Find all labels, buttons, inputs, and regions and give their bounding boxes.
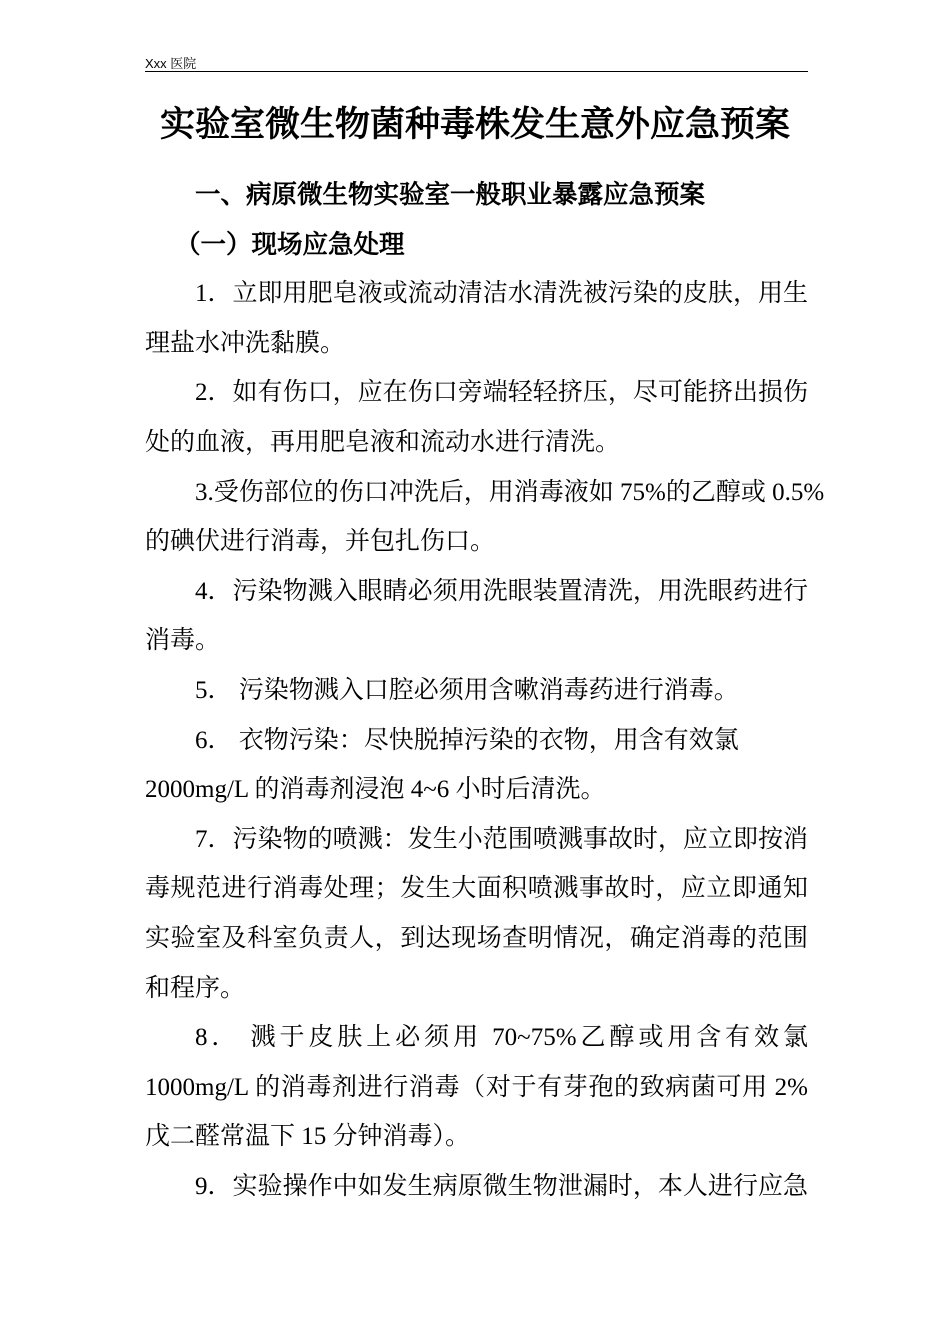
list-item-7	[145, 815, 808, 1013]
subsection-heading: （一）现场应急处理	[175, 229, 405, 259]
paragraph-line: 8． 溅于皮肤上必须用 70~75%乙醇或用含有效氯	[195, 1024, 808, 1052]
paragraph-line: 毒规范进行消毒处理；发生大面积喷溅事故时，应立即通知	[145, 875, 808, 903]
paragraph-line: 5． 污染物溅入口腔必须用含嗽消毒药进行消毒。	[195, 676, 739, 704]
list-item-4	[145, 567, 808, 666]
paragraph-line: 1000mg/L 的消毒剂进行消毒（对于有芽孢的致病菌可用 2%	[145, 1073, 808, 1101]
list-item-3	[145, 468, 825, 567]
page-header	[145, 56, 808, 72]
list-item-8	[145, 1013, 808, 1162]
paragraph-line: 1．立即用肥皂液或流动清洁水清洗被污染的皮肤，用生	[195, 280, 808, 308]
document-body	[145, 170, 825, 1211]
paragraph-line: 3.受伤部位的伤口冲洗后，用消毒液如 75%的乙醇或 0.5%	[195, 478, 825, 506]
paragraph-line: 处的血液，再用肥皂液和流动水进行清洗。	[145, 428, 621, 456]
list-item-2	[145, 368, 808, 467]
paragraph-line: 和程序。	[145, 974, 246, 1002]
paragraph-line: 的碘伏进行消毒，并包扎伤口。	[145, 528, 496, 556]
paragraph-line: 6． 衣物污染：尽快脱掉污染的衣物，用含有效氯	[195, 726, 739, 754]
paragraph-line: 9．实验操作中如发生病原微生物泄漏时，本人进行应急	[195, 1172, 808, 1200]
paragraph-line: 2000mg/L 的消毒剂浸泡 4~6 小时后清洗。	[145, 776, 606, 804]
header-org-name: Xxx 医院	[145, 56, 197, 71]
paragraph-line: 理盐水冲洗黏膜。	[145, 329, 346, 357]
section-heading: 一、病原微生物实验室一般职业暴露应急预案	[195, 180, 706, 209]
document-title: 实验室微生物菌种毒株发生意外应急预案	[159, 105, 790, 144]
paragraph-line: 4．污染物溅入眼睛必须用洗眼装置清洗，用洗眼药进行	[195, 577, 808, 605]
list-item-9	[145, 1162, 808, 1212]
paragraph-line: 实验室及科室负责人，到达现场查明情况，确定消毒的范围	[145, 924, 808, 952]
list-item-5	[145, 666, 808, 716]
paragraph-line: 戊二醛常温下 15 分钟消毒）。	[145, 1123, 471, 1151]
list-item-1	[145, 269, 808, 368]
paragraph-line: 消毒。	[145, 627, 221, 655]
list-item-6	[145, 716, 808, 815]
paragraph-line: 7．污染物的喷溅：发生小范围喷溅事故时，应立即按消	[195, 825, 808, 853]
paragraph-line: 2．如有伤口，应在伤口旁端轻轻挤压，尽可能挤出损伤	[195, 379, 808, 407]
